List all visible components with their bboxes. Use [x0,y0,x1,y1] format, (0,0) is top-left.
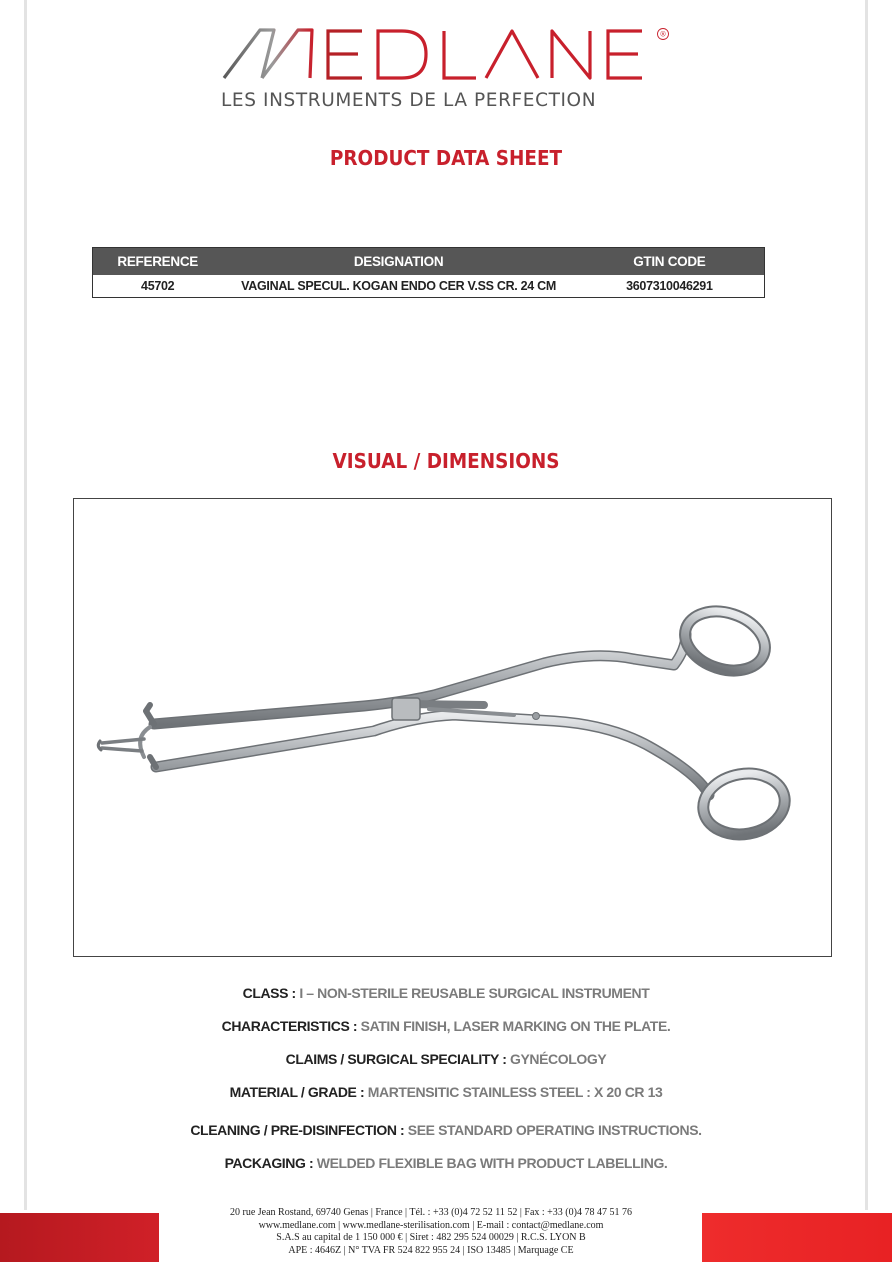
medlane-logo [222,26,672,86]
footer-red-bar-right [702,1213,892,1262]
footer-websites: www.medlane.com | www.medlane-sterilisation.com | E-mail : contact@medlane.com [258,1219,604,1231]
spec-material-value: MARTENSITIC STAINLESS STEEL : X 20 CR 13 [367,1084,663,1100]
company-footer [160,1207,702,1257]
footer-red-bar-left [0,1213,159,1262]
cell-designation: VAGINAL SPECUL. KOGAN ENDO CER V.SS CR. 24 CM [241,278,556,293]
spec-class [0,985,892,1001]
spec-claims-value: GYNÉCOLOGY [509,1051,607,1067]
spec-cleaning-label: CLEANING / PRE-DISINFECTION : [190,1122,405,1138]
spec-characteristics-label: CHARACTERISTICS : [221,1018,358,1034]
header-designation: DESIGNATION [222,248,574,275]
header-gtin-code: GTIN CODE [575,248,765,275]
surgical-speculum-instrument [74,499,830,955]
spec-packaging [0,1155,892,1171]
footer-registration: S.A.S au capital de 1 150 000 € | Siret : 482 295 524 00029 | R.C.S. LYON B [276,1232,586,1243]
spec-characteristics-value: SATIN FINISH, LASER MARKING ON THE PLATE. [360,1018,671,1034]
spec-claims-label: CLAIMS / SURGICAL SPECIALITY : [285,1051,507,1067]
cell-reference: 45702 [141,278,175,293]
spec-material [0,1084,892,1100]
footer-tax-info: APE : 4646Z | N° TVA FR 524 822 955 24 | ISO 13485 | Marquage CE [288,1244,574,1256]
spec-cleaning-value: SEE STANDARD OPERATING INSTRUCTIONS. [407,1122,702,1138]
visual-frame [73,498,832,957]
spec-material-label: MATERIAL / GRADE : [229,1084,365,1100]
spec-class-label: CLASS : [242,985,296,1001]
spec-packaging-value: WELDED FLEXIBLE BAG WITH PRODUCT LABELLING. [316,1155,668,1171]
registered-mark: ® [659,30,667,39]
footer-address: 20 rue Jean Rostand, 69740 Genas | France | Tél. : +33 (0)4 72 52 11 52 | Fax : +33 (0)4 78 47 51 76 [230,1207,632,1218]
cell-gtin-code: 3607310046291 [626,278,713,293]
spec-characteristics [0,1018,892,1034]
table-row [93,275,765,298]
table-header-row [93,248,765,275]
brand-tagline: LES INSTRUMENTS DE LA PERFECTION [221,90,597,111]
product-reference-table [92,247,765,298]
header-reference: REFERENCE [93,248,223,275]
spec-claims [0,1051,892,1067]
spec-class-value: I – NON-STERILE REUSABLE SURGICAL INSTRUMENT [299,985,650,1001]
visual-dimensions-heading: VISUAL / DIMENSIONS [332,449,560,473]
spec-packaging-label: PACKAGING : [224,1155,314,1171]
product-data-sheet-heading: PRODUCT DATA SHEET [329,146,563,170]
spec-cleaning [0,1122,892,1138]
